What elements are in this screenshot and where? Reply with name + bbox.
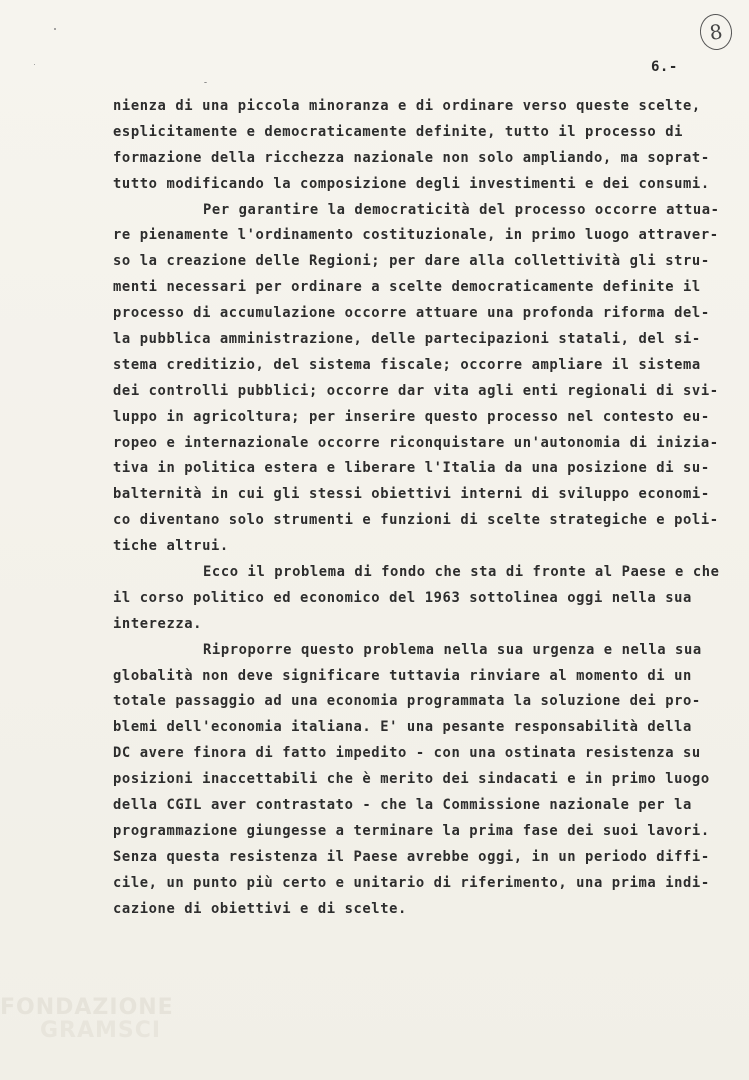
paper-speck — [54, 28, 56, 30]
text-line: ropeo e internazionale occorre riconquistare un'autonomia di inizia- — [113, 434, 719, 451]
text-line: dei controlli pubblici; occorre dar vita agli enti regionali di svi- — [113, 382, 719, 399]
text-line: cile, un punto più certo e unitario di riferimento, una prima indi- — [113, 874, 710, 891]
text-line: Riproporre questo problema nella sua urgenza e nella sua — [203, 641, 702, 658]
handwritten-page-annotation: 8 — [698, 12, 735, 52]
text-line: luppo in agricoltura; per inserire questo processo nel contesto eu- — [113, 408, 710, 425]
text-line: tiche altrui. — [113, 538, 229, 555]
text-line: cazione di obiettivi e di scelte. — [113, 900, 407, 917]
text-line: processo di accumulazione occorre attuare una profonda riforma del- — [113, 305, 710, 322]
text-line: globalità non deve significare tuttavia rinviare al momento di un — [113, 667, 692, 684]
paper-speck — [204, 82, 207, 83]
text-line: il corso politico ed economico del 1963 sottolinea oggi nella sua — [113, 589, 692, 606]
text-line: DC avere finora di fatto impedito - con una ostinata resistenza su — [113, 745, 701, 762]
text-line: della CGIL aver contrastato - che la Commissione nazionale per la — [113, 797, 692, 814]
page-number: 6.- — [651, 59, 678, 75]
text-line: blemi dell'economia italiana. E' una pesante responsabilità della — [113, 719, 692, 736]
text-line: interezza. — [113, 615, 203, 632]
text-line: posizioni inaccettabili che è merito dei sindacati e in primo luogo — [113, 771, 710, 788]
text-line: Senza questa resistenza il Paese avrebbe oggi, in un periodo diffi- — [113, 848, 710, 865]
text-line: la pubblica amministrazione, delle partecipazioni statali, del si- — [113, 331, 701, 348]
text-line: balternità in cui gli stessi obiettivi interni di sviluppo economi- — [113, 486, 710, 503]
text-line: co diventano solo strumenti e funzioni di scelte strategiche e poli- — [113, 512, 719, 529]
archive-watermark: FONDAZIONE — [0, 995, 174, 1020]
text-line: tutto modificando la composizione degli investimenti e dei consumi. — [113, 175, 710, 192]
text-line: programmazione giungesse a terminare la prima fase dei suoi lavori. — [113, 822, 710, 839]
text-line: tiva in politica estera e liberare l'Italia da una posizione di su- — [113, 460, 710, 477]
text-line: re pienamente l'ordinamento costituzionale, in primo luogo attraver- — [113, 227, 719, 244]
text-line: totale passaggio ad una economia programmata la soluzione dei pro- — [113, 693, 701, 710]
text-line: menti necessari per ordinare a scelte democraticamente definite il — [113, 279, 701, 296]
text-line: nienza di una piccola minoranza e di ordinare verso queste scelte, — [113, 98, 701, 114]
text-line: stema creditizio, del sistema fiscale; occorre ampliare il sistema — [113, 356, 701, 373]
typed-text-body — [113, 94, 720, 923]
text-line: esplicitamente e democraticamente definite, tutto il processo di — [113, 123, 684, 140]
paper-speck — [34, 64, 35, 65]
text-line: formazione della ricchezza nazionale non solo ampliando, ma soprat- — [113, 149, 710, 166]
text-line: Ecco il problema di fondo che sta di fronte al Paese e che — [203, 564, 720, 581]
text-line: Per garantire la democraticità del processo occorre attua- — [203, 201, 720, 218]
text-line: so la creazione delle Regioni; per dare alla collettività gli stru- — [113, 253, 710, 270]
archive-watermark-line2: GRAMSCI — [40, 1018, 162, 1043]
